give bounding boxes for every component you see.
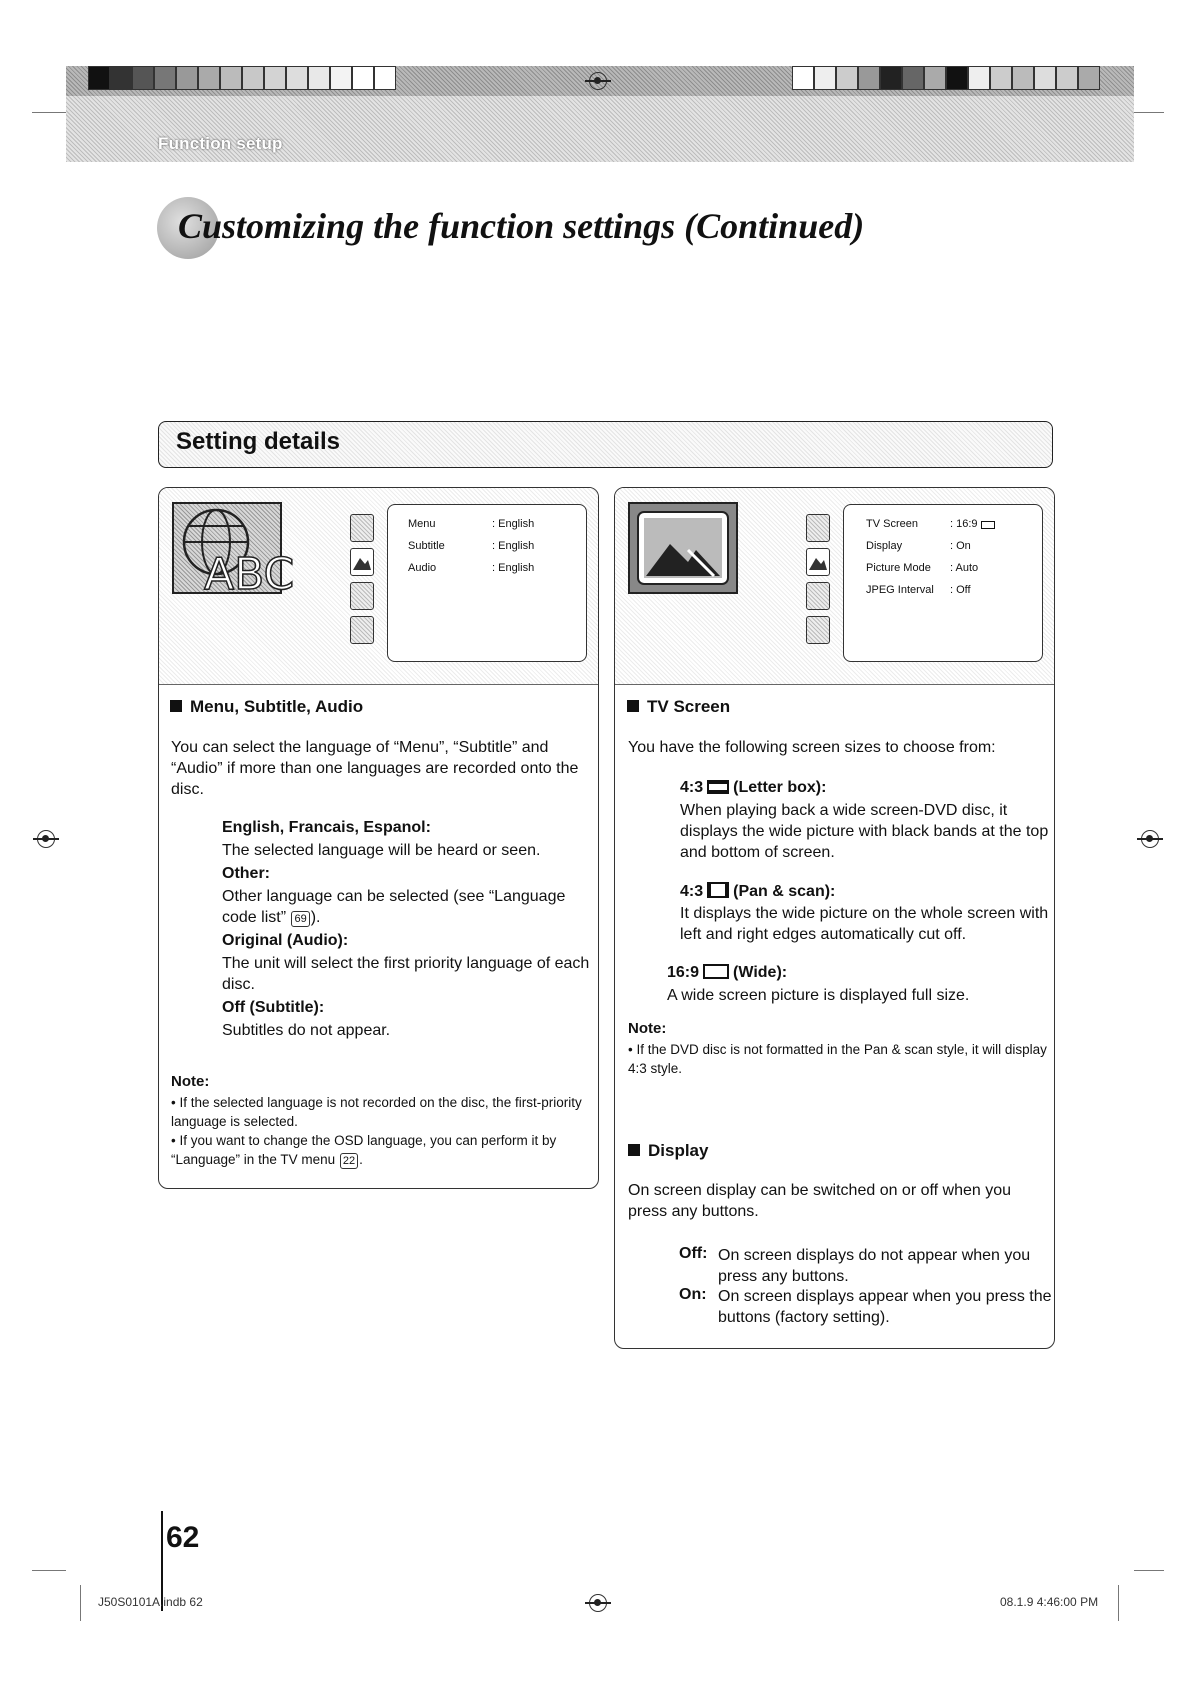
setup-menu-icon: [350, 616, 374, 644]
osd-value: : English: [492, 540, 535, 552]
crop-mark: [1134, 112, 1164, 113]
crop-mark: [32, 112, 66, 113]
screen-option: 4:3 (Pan & scan):: [680, 883, 836, 900]
osd-label: TV Screen: [866, 518, 918, 530]
display-intro: On screen display can be switched on or off when you press any buttons.: [628, 1182, 1012, 1220]
note-item: • If the DVD disc is not formatted in the Pan & scan style, it will display 4:3 style.: [628, 1042, 1047, 1076]
display-option: Off:: [679, 1245, 708, 1262]
letterbox-icon: [707, 780, 729, 794]
pan-scan-icon: [707, 882, 729, 898]
left-intro: You can select the language of “Menu”, “Subtitle” and “Audio” if more than one languages are recorded onto the disc.: [171, 739, 579, 798]
page-ref: 69: [291, 911, 309, 927]
osd-value: : On: [950, 540, 971, 552]
crop-mark: [1134, 1570, 1164, 1571]
osd-label: Menu: [408, 518, 436, 530]
tv-screen-heading: TV Screen: [627, 697, 730, 717]
language-menu-icon: [806, 514, 830, 542]
term: Off (Subtitle):: [222, 999, 325, 1016]
note-label: Note:: [171, 1073, 210, 1090]
picture-mountain-icon: [628, 502, 738, 594]
crop-mark: [1118, 1585, 1119, 1621]
page-number: 62: [166, 1521, 200, 1554]
svg-text:ABC: ABC: [204, 549, 295, 600]
footer-timestamp: 08.1.9 4:46:00 PM: [1000, 1595, 1099, 1609]
audio-menu-icon: [350, 582, 374, 610]
page-title: Customizing the function settings (Continued): [178, 206, 865, 246]
registration-mark-icon: [589, 72, 607, 90]
term-desc: Other language can be selected (see “Language code list” 69 ).: [222, 888, 566, 926]
language-menu-icon: [350, 514, 374, 542]
term: English, Francais, Espanol:: [222, 819, 431, 836]
registration-mark-icon: [37, 830, 55, 848]
left-heading: Menu, Subtitle, Audio: [170, 697, 363, 717]
term: Original (Audio):: [222, 932, 349, 949]
term: Other:: [222, 865, 270, 882]
wide-screen-icon: [981, 521, 995, 529]
display-heading: Display: [628, 1141, 708, 1161]
registration-mark-icon: [1141, 830, 1159, 848]
tv-screen-intro: You have the following screen sizes to choose from:: [628, 739, 996, 756]
osd-value: : Auto: [950, 562, 979, 574]
picture-menu-icon: [350, 548, 374, 576]
osd-value: : English: [492, 562, 535, 574]
osd-label: Picture Mode: [866, 562, 931, 574]
registration-mark-icon: [589, 1594, 607, 1612]
setting-details-title: Setting details: [176, 428, 341, 455]
picture-menu-icon: [806, 548, 830, 576]
setup-menu-icon: [806, 616, 830, 644]
screen-option-desc: A wide screen picture is displayed full size.: [667, 987, 970, 1004]
osd-label: Subtitle: [408, 540, 445, 552]
screen-option-desc: It displays the wide picture on the whole screen with left and right edges automatically cut off.: [680, 905, 1049, 943]
osd-value: : 16:9: [950, 518, 999, 530]
wide-screen-icon: [703, 964, 729, 979]
osd-value: : English: [492, 518, 535, 530]
display-option-desc: On screen displays do not appear when you press any buttons.: [718, 1247, 1031, 1285]
term-desc: Subtitles do not appear.: [222, 1022, 391, 1039]
note-item: • If you want to change the OSD language, you can perform it by “Language” in the TV menu 22 .: [171, 1133, 557, 1167]
language-abc-icon: [172, 502, 295, 600]
osd-label: Display: [866, 540, 903, 552]
term-desc: The unit will select the first priority language of each disc.: [222, 955, 590, 993]
display-option-desc: On screen displays appear when you press the buttons (factory setting).: [718, 1288, 1052, 1326]
audio-menu-icon: [806, 582, 830, 610]
screen-option: 4:3 (Letter box):: [680, 779, 827, 796]
footer-file-info: J50S0101A.indb 62: [98, 1595, 203, 1609]
osd-label: Audio: [408, 562, 437, 574]
term-desc: The selected language will be heard or seen.: [222, 842, 541, 859]
crop-mark: [80, 1585, 81, 1621]
crop-mark: [32, 1570, 66, 1571]
note-label: Note:: [628, 1020, 667, 1037]
screen-option: 16:9 (Wide):: [667, 964, 788, 981]
osd-value: : Off: [950, 584, 971, 596]
screen-option-desc: When playing back a wide screen-DVD disc, it displays the wide picture with black bands at the top and bottom of screen.: [680, 802, 1049, 861]
display-option: On:: [679, 1286, 707, 1303]
section-label: Function setup: [158, 134, 283, 153]
note-item: • If the selected language is not recorded on the disc, the first-priority language is selected.: [171, 1095, 582, 1129]
osd-label: JPEG Interval: [866, 584, 934, 596]
page-ref: 22: [340, 1153, 358, 1169]
